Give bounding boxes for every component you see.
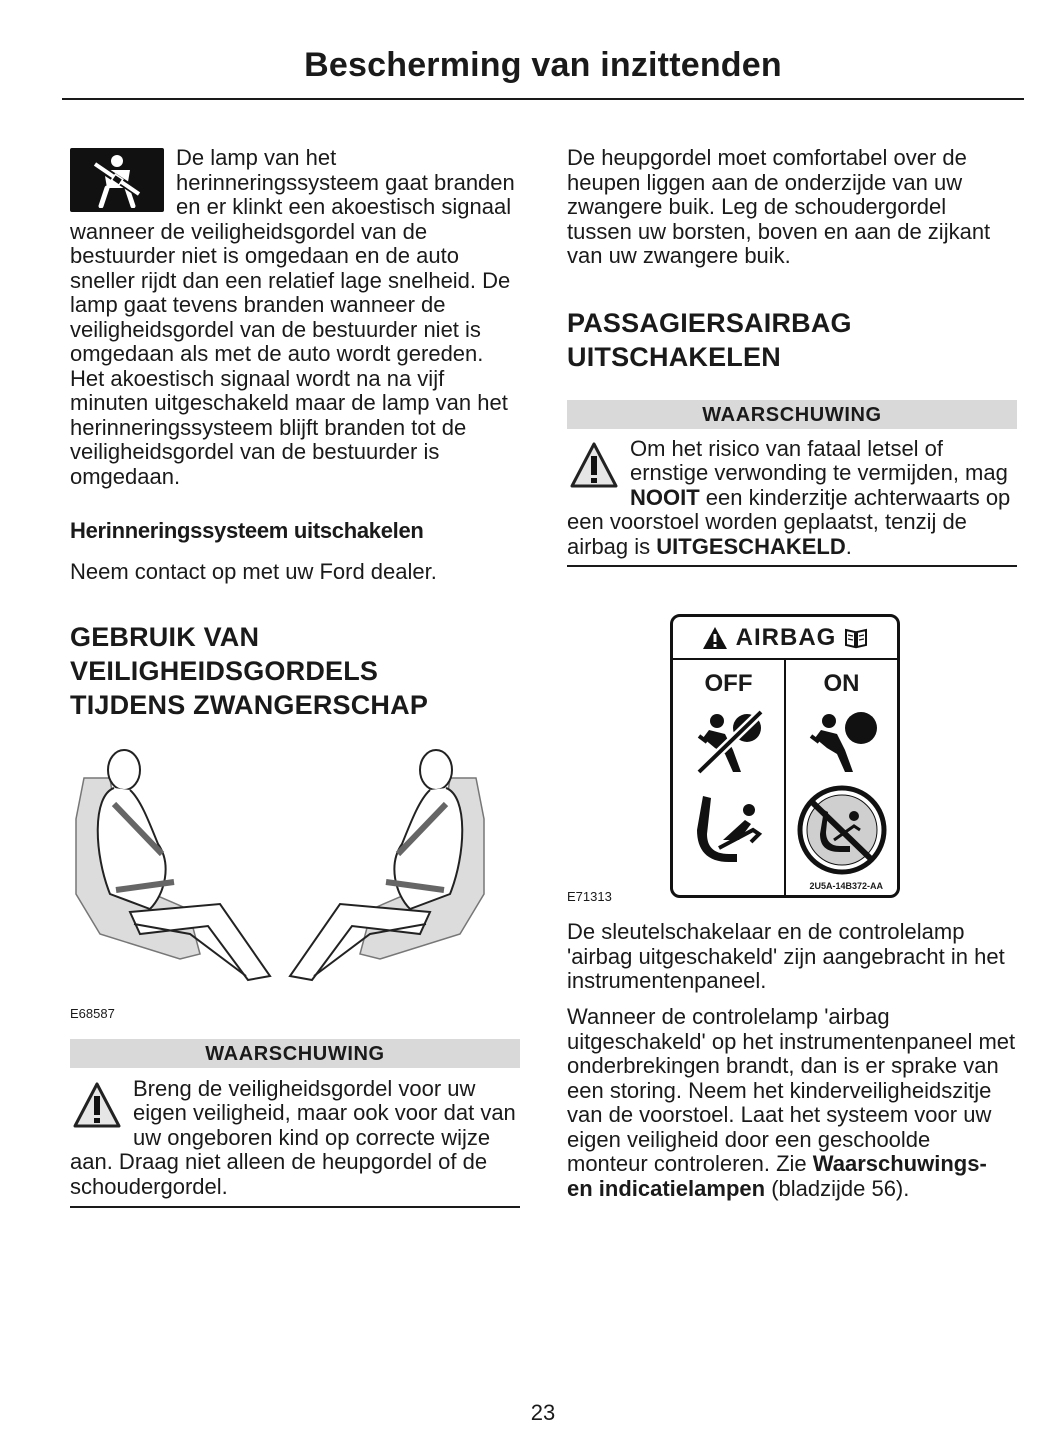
warning-triangle-icon bbox=[702, 626, 728, 650]
warning-end-rule bbox=[70, 1206, 520, 1208]
child-seat-icon bbox=[689, 790, 769, 870]
warning-bar: WAARSCHUWING bbox=[70, 1039, 520, 1068]
airbag-disable-heading: PASSAGIERSAIRBAG UITSCHAKELEN bbox=[567, 307, 852, 372]
warning-lamps-link[interactable]: Waarschuwings- en indicatielampen bbox=[567, 1151, 987, 1201]
airbag-on-label: ON bbox=[823, 670, 860, 697]
airbag-label-part-number: 2U5A-14B372-AA bbox=[809, 881, 883, 891]
airbag-label-figure bbox=[670, 614, 900, 898]
page-title: Bescherming van inzittenden bbox=[304, 46, 782, 84]
lap-belt-text: De heupgordel moet comfortabel over de heupen liggen aan de onderzijde van uw zwangere buik. Leg de schoudergordel tussen uw borsten, boven en aan de zijkant van uw zwangere buik. bbox=[567, 145, 991, 268]
no-rear-facing-child-seat-icon bbox=[794, 782, 890, 878]
pregnancy-heading: GEBRUIK VAN VEILIGHEIDSGORDELS TIJDENS ZWANGERSCHAP bbox=[70, 621, 429, 720]
airbag-off-icon bbox=[695, 710, 769, 776]
page-number: 23 bbox=[530, 1400, 556, 1425]
pregnancy-seatbelt-illustration bbox=[70, 744, 490, 994]
airbag-warning-text: Om het risico van fataal letsel of ernstige verwonding te vermijden, mag NOOIT een kinderzitje achterwaarts op een voorstoel worden geplaatst, tenzij de airbag is UITGESCHAKELD. bbox=[567, 435, 1011, 559]
figure-code-e71313: E71313 bbox=[567, 889, 612, 904]
warning-bar: WAARSCHUWING bbox=[567, 400, 1017, 429]
pregnancy-warning-text: Breng de veiligheidsgordel voor uw eigen veiligheid, maar ook voor dat van uw ongeboren kind op correcte wijze aan. Draag niet alleen de heupgordel of de schoudergordel. bbox=[70, 1075, 516, 1199]
figure-code-e68587: E68587 bbox=[70, 1005, 115, 1021]
title-divider bbox=[62, 98, 1024, 100]
warning-triangle-icon bbox=[72, 1080, 122, 1132]
seatbelt-reminder-text: De lamp van het herinneringssysteem gaat branden en er klinkt een akoestisch signaal wanneer de veiligheidsgordel van de bestuurder niet is omgedaan en de auto sneller rijdt dan een relatief lage snelheid. De lamp gaat tevens branden wanneer de veiligheidsgordel van de bestuurder niet is omgedaan als met de auto wordt gereden. Het akoestisch signaal wordt na na vijf minuten uitgeschakeld maar de lamp van het herinneringssysteem blijft branden tot de veiligheidsgordel van de bestuurder is omgedaan. bbox=[70, 145, 515, 489]
seatbelt-warning-lamp-icon bbox=[70, 148, 164, 212]
warning-end-rule bbox=[567, 565, 1017, 567]
subheading-disable-reminder: Herinneringssysteem uitschakelen bbox=[70, 518, 424, 543]
airbag-off-label: OFF bbox=[704, 670, 753, 697]
warning-triangle-icon bbox=[569, 440, 619, 492]
airbag-on-icon bbox=[809, 710, 883, 776]
manual-book-icon bbox=[844, 627, 868, 649]
airbag-label-header: AIRBAG bbox=[673, 617, 897, 660]
left-column bbox=[70, 146, 520, 1208]
right-column bbox=[567, 145, 1017, 1201]
airbag-fault-text: Wanneer de controlelamp 'airbag uitgeschakeld' op het instrumentenpaneel met onderbrekingen brandt, dan is er sprake van een storing. Neem het kinderveiligheidszitje van de voorstoel. Laat het systeem voor uw eigen veiligheid door een geschoolde monteur controleren. Zie Waarschuwings- en indicatielampen (bladzijde 56). bbox=[567, 1004, 1016, 1201]
contact-dealer-text: Neem contact op met uw Ford dealer. bbox=[70, 559, 437, 584]
key-switch-text: De sleutelschakelaar en de controlelamp 'airbag uitgeschakeld' zijn aangebracht in het instrumentenpaneel. bbox=[567, 919, 1005, 993]
